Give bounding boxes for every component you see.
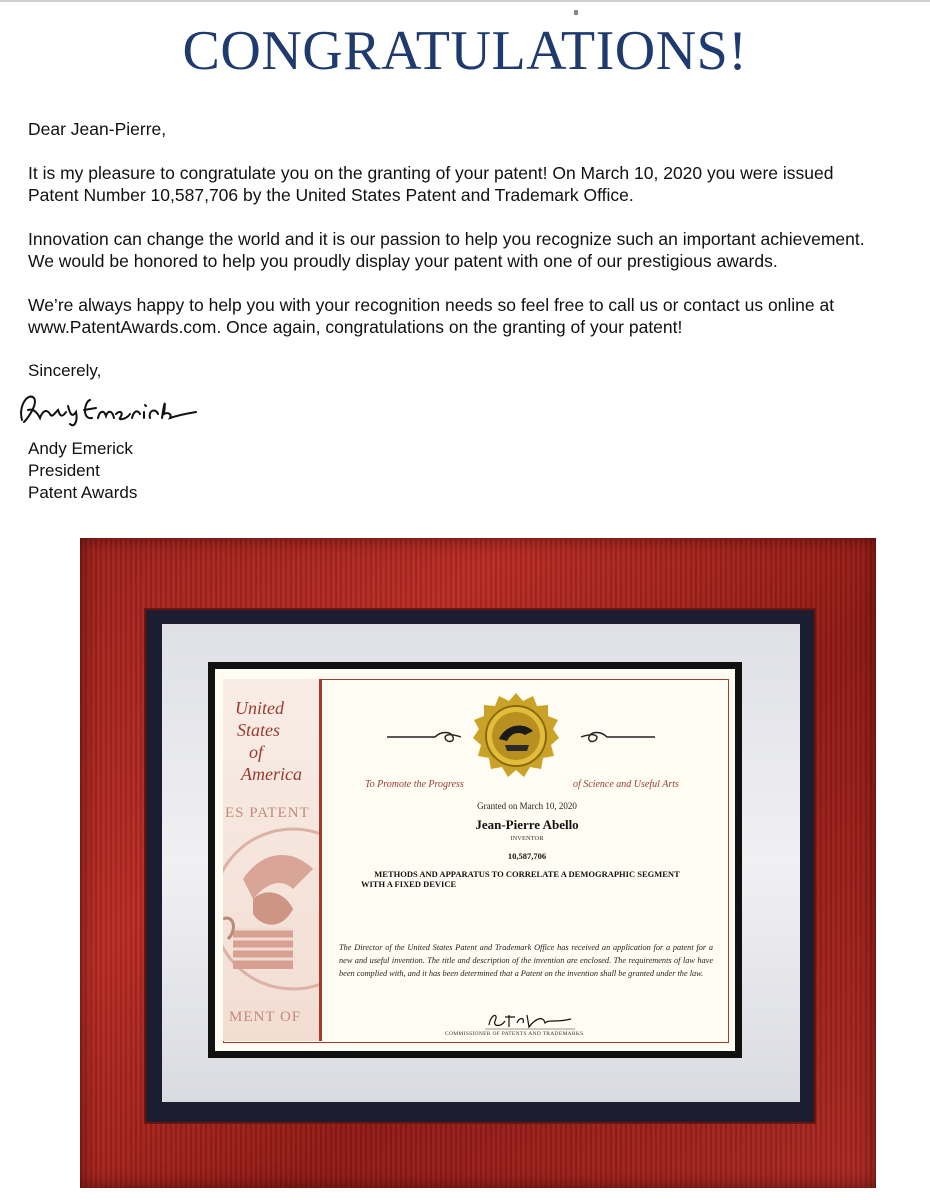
- gold-seal-icon: [471, 691, 561, 781]
- flourish-left-icon: [385, 727, 465, 747]
- scan-speck: [574, 10, 578, 15]
- headline: CONGRATULATIONS!: [182, 20, 748, 82]
- closing: Sincerely,: [28, 361, 102, 380]
- seal-text-bottom: MENT OF: [229, 1009, 302, 1025]
- paragraph-2-line-1: Innovation can change the world and it is our passion to help you recognize such an important achievement.: [28, 229, 865, 249]
- flourish-right-icon: [577, 727, 657, 747]
- paragraph-1: [28, 162, 908, 206]
- eagle-seal-watermark-icon: [223, 819, 319, 1019]
- salutation: Dear Jean-Pierre,: [28, 119, 167, 139]
- letter-body: [28, 118, 908, 360]
- granted-date: Granted on March 10, 2020: [477, 801, 577, 811]
- commissioner-signature: [485, 1009, 575, 1031]
- motto-left: To Promote the Progress: [365, 779, 464, 790]
- commissioner-label: COMMISSIONER OF PATENTS AND TRADEMARKS: [445, 1031, 584, 1037]
- signer-block: [28, 438, 137, 504]
- signer-company: Patent Awards: [28, 483, 138, 502]
- paragraph-1-line-1: It is my pleasure to congratulate you on the granting of your patent! On March 10, 2020 you were issued: [28, 163, 834, 183]
- motto-right: of Science and Useful Arts: [573, 779, 679, 790]
- paragraph-1-line-2: Patent Number 10,587,706 by the United States Patent and Trademark Office.: [28, 185, 634, 205]
- top-edge-line: [0, 0, 930, 2]
- paragraph-3-line-2: www.PatentAwards.com. Once again, congratulations on the granting of your patent!: [28, 317, 683, 337]
- patent-certificate: [215, 669, 735, 1051]
- award-frame: [80, 538, 876, 1188]
- inventor-label: INVENTOR: [510, 835, 544, 842]
- patent-number: 10,587,706: [507, 851, 547, 861]
- paragraph-3-line-1: We’re always happy to help you with your recognition needs so feel free to call us or contact us online at: [28, 295, 835, 315]
- usa-script: [235, 697, 302, 785]
- usa-line-3: of: [249, 742, 264, 762]
- patent-title-line-2: WITH A FIXED DEVICE: [361, 879, 457, 889]
- paragraph-3: [28, 294, 908, 338]
- usa-line-4: America: [241, 764, 302, 784]
- certificate-left-panel: [223, 679, 322, 1041]
- usa-line-1: United: [235, 698, 284, 718]
- handwritten-signature: [14, 384, 204, 434]
- inventor-name: Jean-Pierre Abello: [475, 817, 579, 832]
- signer-name: Andy Emerick: [28, 439, 133, 458]
- paragraph-2-line-2: We would be honored to help you proudly display your patent with one of our prestigious awards.: [28, 251, 778, 271]
- paragraph-2: [28, 228, 908, 272]
- patent-declaration: The Director of the United States Patent and Trademark Office has received an application for a patent for a new and useful invention. The title and description of the invention are enclosed. The requirements of law have been complied with, and it has been determined that a Patent on the invention shall be granted under the law.: [339, 943, 713, 978]
- patent-title-line-1: METHODS AND APPARATUS TO CORRELATE A DEMOGRAPHIC SEGMENT: [374, 869, 680, 879]
- signer-title: President: [28, 461, 100, 480]
- usa-line-2: States: [237, 720, 280, 740]
- seal-text-top: ES PATENT: [225, 805, 310, 821]
- patent-title: [339, 869, 715, 889]
